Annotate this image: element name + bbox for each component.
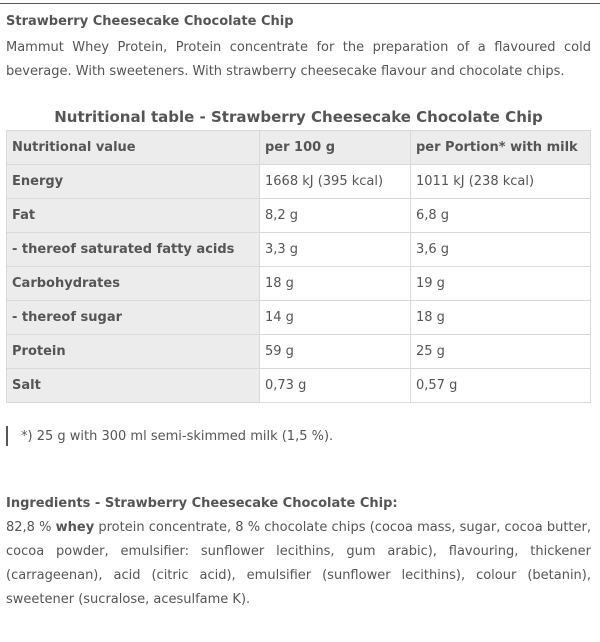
top-divider [0,3,600,4]
product-description: Mammut Whey Protein, Protein concentrate for the preparation of a flavoured cold beverage. With sweeteners. With strawberry cheesecake flavour and chocolate chips. [6,40,591,79]
table-row [7,165,591,199]
ingredients-highlight: whey [55,520,95,535]
row-label: Salt [7,369,260,403]
row-portion: 6,8 g [411,199,591,233]
row-portion: 19 g [411,267,591,301]
ingredients-body: protein concentrate, 8 % chocolate chips (cocoa mass, sugar, cocoa butter, cocoa powder, emulsifier: sunflower lecithins, gum arabic), flavouring, thickener (carrageenan), acid (citric acid), emulsifier (sunflower lecithins), colour (betanin), sweetener (sucralose, acesulfame K). [6,520,592,607]
row-label: - thereof saturated fatty acids [7,233,260,267]
header-nutritional-value: Nutritional value [7,131,260,165]
table-row [7,369,591,403]
row-per100: 1668 kJ (395 kcal) [260,165,411,199]
row-portion: 3,6 g [411,233,591,267]
row-per100: 59 g [260,335,411,369]
row-per100: 0,73 g [260,369,411,403]
row-portion: 25 g [411,335,591,369]
nutrition-table [6,130,591,403]
table-row [7,301,591,335]
ingredients-text [6,516,591,612]
header-per-100g: per 100 g [260,131,411,165]
ingredients-prefix: 82,8 % [6,520,56,535]
table-header-row [7,131,591,165]
table-row [7,267,591,301]
header-per-portion: per Portion* with milk [411,131,591,165]
row-label: Protein [7,335,260,369]
row-label: Fat [7,199,260,233]
table-row [7,233,591,267]
table-row [7,335,591,369]
table-row [7,199,591,233]
row-portion: 1011 kJ (238 kcal) [411,165,591,199]
portion-footnote: *) 25 g with 300 ml semi-skimmed milk (1,5 %). [21,429,334,444]
product-title: Strawberry Cheesecake Chocolate Chip [6,14,294,29]
row-label: Energy [7,165,260,199]
row-label: - thereof sugar [7,301,260,335]
footnote-quote-bar [6,426,8,446]
row-portion: 18 g [411,301,591,335]
row-per100: 18 g [260,267,411,301]
nutrition-table-caption: Nutritional table - Strawberry Cheesecake Chocolate Chip [54,108,543,126]
row-per100: 8,2 g [260,199,411,233]
row-label: Carbohydrates [7,267,260,301]
ingredients-title: Ingredients - Strawberry Cheesecake Chocolate Chip: [6,496,398,511]
row-portion: 0,57 g [411,369,591,403]
row-per100: 3,3 g [260,233,411,267]
row-per100: 14 g [260,301,411,335]
